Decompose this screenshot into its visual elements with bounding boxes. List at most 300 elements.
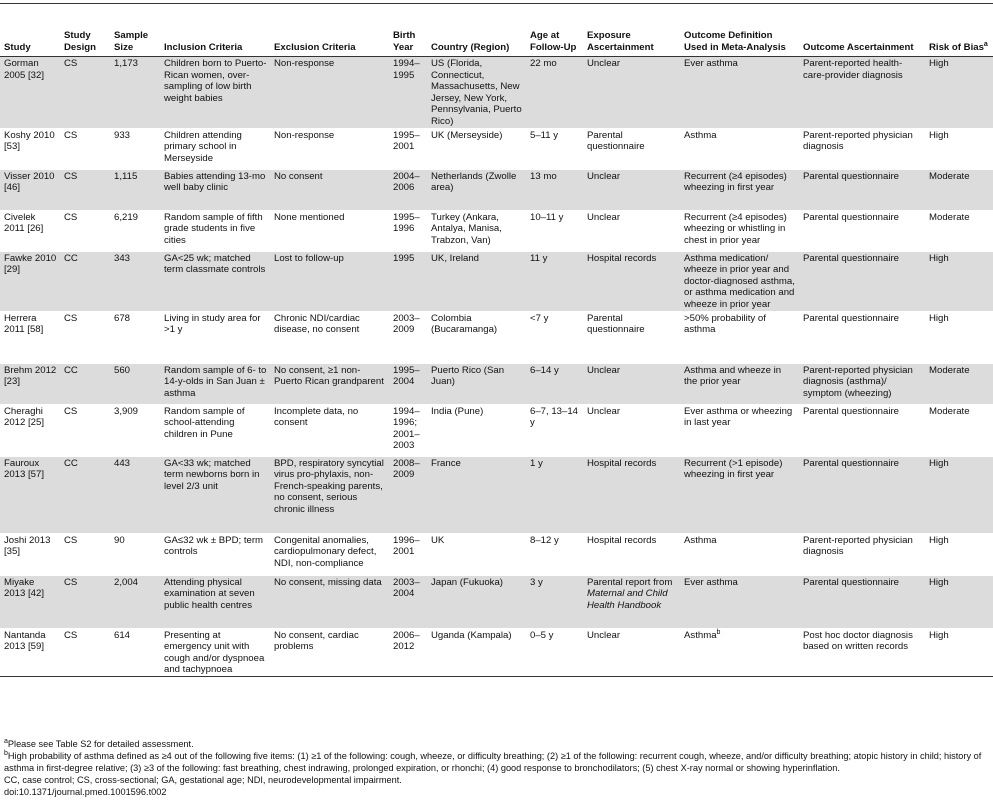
cell-text: 11 y xyxy=(530,252,548,264)
cell-text: Koshy 2010 [53] xyxy=(4,129,55,153)
cell-text: 2004–2006 xyxy=(393,170,420,194)
cell-country xyxy=(427,210,526,251)
cell-text: Parental questionnaire xyxy=(803,405,900,417)
table-row xyxy=(0,575,993,628)
table-body xyxy=(0,57,993,677)
cell-age xyxy=(526,456,583,533)
cell-text: Fawke 2010 [29] xyxy=(4,252,57,276)
cell-text: Recurrent (≥4 episodes) wheezing in first year xyxy=(684,170,787,194)
cell-text: Congenital anomalies, cardiopulmonary defect, NDI, non-compliance xyxy=(274,534,377,569)
cell-text: None mentioned xyxy=(274,211,345,223)
cell-outcome-def xyxy=(680,251,799,311)
table-row xyxy=(0,57,993,129)
cell-text-italic: Maternal and Child Health Handbook xyxy=(587,588,668,611)
col-inclusion: Inclusion Criteria xyxy=(164,41,243,53)
cell-risk xyxy=(925,251,993,311)
cell-inclusion xyxy=(160,575,270,628)
cell-country xyxy=(427,533,526,575)
cell-outcome-asc xyxy=(799,628,925,676)
cell-country xyxy=(427,169,526,210)
cell-text: High xyxy=(929,252,949,264)
cell-text: Netherlands (Zwolle area) xyxy=(431,170,517,194)
cell-study xyxy=(0,533,60,575)
cell-design xyxy=(60,456,110,533)
footnote-b-mark: b xyxy=(4,749,8,757)
cell-design xyxy=(60,575,110,628)
cell-study xyxy=(0,210,60,251)
col-study: Study xyxy=(4,41,31,53)
cell-sample xyxy=(110,169,160,210)
cell-outcome-asc xyxy=(799,210,925,251)
cell-text: Hospital records xyxy=(587,457,657,469)
col-sample: Sample Size xyxy=(114,30,149,53)
cell-outcome-def xyxy=(680,363,799,404)
cell-birth xyxy=(389,251,427,311)
cell-text: Colombia (Bucaramanga) xyxy=(431,312,498,336)
cell-inclusion xyxy=(160,251,270,311)
cell-country xyxy=(427,251,526,311)
cell-text: Ever asthma xyxy=(684,576,738,588)
cell-text: 5–11 y xyxy=(530,129,559,141)
cell-text: Parent-reported physician diagnosis (asthma)/ symptom (wheezing) xyxy=(803,364,913,399)
cell-outcome-asc xyxy=(799,456,925,533)
cell-text: CS xyxy=(64,211,78,223)
table-row xyxy=(0,169,993,210)
cell-text: Recurrent (>1 episode) wheezing in first year xyxy=(684,457,783,481)
col-design: Study Design xyxy=(64,30,96,53)
cell-study xyxy=(0,456,60,533)
cell-age xyxy=(526,533,583,575)
doi: doi:10.1371/journal.pmed.1001596.t002 xyxy=(4,787,167,797)
cell-exposure xyxy=(583,363,680,404)
cell-inclusion xyxy=(160,628,270,676)
cell-text: 6–7, 13–14 y xyxy=(530,405,579,429)
cell-text: Recurrent (≥4 episodes) wheezing or whistling in chest in prior year xyxy=(684,211,787,246)
cell-risk xyxy=(925,628,993,676)
cell-text: Civelek 2011 [26] xyxy=(4,211,44,235)
cell-text: 6,219 xyxy=(114,211,139,223)
cell-outcome-def xyxy=(680,404,799,456)
cell-text: India (Pune) xyxy=(431,405,484,417)
cell-text: Gorman 2005 [32] xyxy=(4,58,45,81)
cell-inclusion xyxy=(160,311,270,363)
cell-exposure xyxy=(583,251,680,311)
cell-outcome-def xyxy=(680,456,799,533)
cell-exposure xyxy=(583,628,680,676)
cell-sample xyxy=(110,456,160,533)
cell-exclusion xyxy=(270,311,389,363)
cell-age xyxy=(526,210,583,251)
cell-text: Random sample of school-attending children in Pune xyxy=(164,405,245,440)
cell-text: 1995 xyxy=(393,252,415,264)
cell-text: <7 y xyxy=(530,312,549,324)
cell-text: GA<25 wk; matched term classmate controls xyxy=(164,252,266,276)
cell-risk xyxy=(925,311,993,363)
cell-outcome-def xyxy=(680,169,799,210)
cell-study xyxy=(0,128,60,169)
cell-outcome-def xyxy=(680,311,799,363)
cell-text: High xyxy=(929,58,949,69)
cell-outcome-def xyxy=(680,57,799,129)
cell-text: 8–12 y xyxy=(530,534,559,546)
cell-text: Parent-reported physician diagnosis xyxy=(803,534,913,558)
cell-exclusion xyxy=(270,456,389,533)
cell-text: Visser 2010 [46] xyxy=(4,170,55,194)
col-birth: Birth Year xyxy=(393,30,416,53)
cell-design xyxy=(60,251,110,311)
cell-design xyxy=(60,57,110,129)
cell-design xyxy=(60,628,110,676)
table-row xyxy=(0,628,993,676)
cell-text: Moderate xyxy=(929,211,970,223)
cell-text: Unclear xyxy=(587,629,621,641)
table-row xyxy=(0,210,993,251)
cell-exclusion xyxy=(270,169,389,210)
cell-exclusion xyxy=(270,533,389,575)
col-outcome-def: Outcome Definition Used in Meta-Analysis xyxy=(684,30,786,53)
cell-text: BPD, respiratory syncytial virus pro-phylaxis, non-French-speaking parents, no consent, serious chronic illness xyxy=(274,457,384,515)
cell-country xyxy=(427,628,526,676)
cell-text: Nantanda 2013 [59] xyxy=(4,629,46,653)
cell-inclusion xyxy=(160,57,270,129)
cell-outcome-asc xyxy=(799,57,925,129)
cell-text: Asthma medication/ wheeze in prior year and doctor-diagnosed asthma, or asthma medication and wheeze in prior year xyxy=(684,252,795,310)
cell-age xyxy=(526,363,583,404)
cell-outcome-asc xyxy=(799,533,925,575)
cell-country xyxy=(427,311,526,363)
cell-text: Ever asthma or wheezing in last year xyxy=(684,405,793,429)
cell-inclusion xyxy=(160,456,270,533)
cell-text: UK xyxy=(431,534,445,546)
cell-text: Uganda (Kampala) xyxy=(431,629,512,641)
cell-age xyxy=(526,404,583,456)
cell-exclusion xyxy=(270,575,389,628)
cell-age xyxy=(526,169,583,210)
risk-header-sup: a xyxy=(983,40,988,48)
cell-text: High xyxy=(929,312,949,324)
cell-text: CS xyxy=(64,170,78,182)
cell-sample xyxy=(110,533,160,575)
cell-study xyxy=(0,363,60,404)
cell-text: 22 mo xyxy=(530,58,557,69)
cell-text: 1995–1996 xyxy=(393,211,420,235)
footnote-a-mark: a xyxy=(4,737,8,745)
col-exposure: Exposure Ascertainment xyxy=(587,30,654,53)
cell-text: Post hoc doctor diagnosis based on written records xyxy=(803,629,913,653)
cell-text: Parental questionnaire xyxy=(803,170,900,182)
cell-design xyxy=(60,169,110,210)
cell-text: No consent xyxy=(274,170,323,182)
cell-text: No consent, cardiac problems xyxy=(274,629,359,653)
cell-text: CS xyxy=(64,405,78,417)
footnote-b xyxy=(4,750,992,774)
cell-text: High xyxy=(929,629,949,641)
cell-text: CS xyxy=(64,129,78,141)
cell-study xyxy=(0,628,60,676)
cell-country xyxy=(427,57,526,129)
cell-risk xyxy=(925,575,993,628)
cell-outcome-asc xyxy=(799,251,925,311)
cell-text: Asthma and wheeze in the prior year xyxy=(684,364,782,388)
cell-text: High xyxy=(929,576,949,588)
cell-text: Parental questionnaire xyxy=(803,211,900,223)
footnote-a xyxy=(4,738,992,750)
cell-text: UK (Merseyside) xyxy=(431,129,503,141)
cell-outcome-def xyxy=(680,533,799,575)
cell-text: High xyxy=(929,129,949,141)
cell-birth xyxy=(389,575,427,628)
cell-text: GA<33 wk; matched term newborns born in level 2/3 unit xyxy=(164,457,260,492)
cell-country xyxy=(427,575,526,628)
cell-study xyxy=(0,404,60,456)
cell-outcome-asc xyxy=(799,363,925,404)
cell-text: Joshi 2013 [35] xyxy=(4,534,51,558)
cell-birth xyxy=(389,533,427,575)
cell-study xyxy=(0,57,60,129)
cell-outcome-asc xyxy=(799,404,925,456)
cell-birth xyxy=(389,57,427,129)
cell-inclusion xyxy=(160,128,270,169)
cell-text: UK, Ireland xyxy=(431,252,479,264)
cell-text: 2003–2004 xyxy=(393,576,420,600)
cell-text: Parental questionnaire xyxy=(803,252,900,264)
cell-text: High xyxy=(929,457,949,469)
cell-text: CS xyxy=(64,58,78,69)
cell-risk xyxy=(925,533,993,575)
cell-text: Children attending primary school in Merseyside xyxy=(164,129,242,164)
cell-inclusion xyxy=(160,404,270,456)
cell-text: Parental questionnaire xyxy=(803,312,900,324)
cell-text: Parental questionnaire xyxy=(587,312,645,336)
cell-sample xyxy=(110,628,160,676)
cell-risk xyxy=(925,363,993,404)
cell-text: France xyxy=(431,457,461,469)
cell-text: 933 xyxy=(114,129,131,141)
cell-risk xyxy=(925,210,993,251)
cell-text: Lost to follow-up xyxy=(274,252,344,264)
cell-text: Herrera 2011 [58] xyxy=(4,312,44,336)
cell-text: Non-response xyxy=(274,129,335,141)
cell-age xyxy=(526,311,583,363)
cell-text: 1 y xyxy=(530,457,543,469)
cell-birth xyxy=(389,363,427,404)
cell-country xyxy=(427,363,526,404)
cell-text: CS xyxy=(64,576,78,588)
cell-text: 678 xyxy=(114,312,131,324)
cell-text: 614 xyxy=(114,629,131,641)
cell-text: 90 xyxy=(114,534,125,546)
cell-text: 10–11 y xyxy=(530,211,564,223)
cell-exclusion xyxy=(270,128,389,169)
cell-outcome-asc xyxy=(799,575,925,628)
cell-age xyxy=(526,628,583,676)
cell-text: CC xyxy=(64,457,78,469)
cell-exposure xyxy=(583,575,680,628)
cell-text: High xyxy=(929,534,949,546)
cell-design xyxy=(60,210,110,251)
cell-exposure xyxy=(583,210,680,251)
table-row xyxy=(0,533,993,575)
cell-birth xyxy=(389,311,427,363)
cell-text: CS xyxy=(64,534,78,546)
cell-text: CC xyxy=(64,252,78,264)
cell-text: 2003–2009 xyxy=(393,312,420,336)
top-rule xyxy=(0,3,993,4)
cell-study xyxy=(0,575,60,628)
cell-text: Parent-reported physician diagnosis xyxy=(803,129,913,153)
cell-text: 1994–1996; 2001–2003 xyxy=(393,405,420,452)
cell-text: >50% probability of asthma xyxy=(684,312,766,336)
cell-exclusion xyxy=(270,404,389,456)
cell-text: Asthma xyxy=(684,534,717,546)
cell-text: 1,173 xyxy=(114,58,139,69)
cell-text: 1996–2001 xyxy=(393,534,420,558)
cell-text: Unclear xyxy=(587,405,621,417)
cell-text: Parental questionnaire xyxy=(803,576,900,588)
cell-text: Random sample of fifth grade students in five cities xyxy=(164,211,263,246)
cell-sample xyxy=(110,363,160,404)
cell-text: 343 xyxy=(114,252,131,264)
cell-text: Cheraghi 2012 [25] xyxy=(4,405,45,429)
cell-text: GA≤32 wk ± BPD; term controls xyxy=(164,534,264,558)
cell-text: Attending physical examination at seven public health centres xyxy=(164,576,255,611)
header-row xyxy=(0,18,993,57)
cell-birth xyxy=(389,169,427,210)
cell-country xyxy=(427,128,526,169)
cell-exposure xyxy=(583,404,680,456)
cell-text: Parent-reported health-care-provider diagnosis xyxy=(803,58,903,81)
cell-text: CS xyxy=(64,312,78,324)
cell-text: Asthma xyxy=(684,629,717,641)
cell-sample xyxy=(110,311,160,363)
cell-text: Non-response xyxy=(274,58,335,69)
cell-exclusion xyxy=(270,628,389,676)
cell-sup: b xyxy=(716,628,721,636)
cell-text: CS xyxy=(64,629,78,641)
cell-text: Unclear xyxy=(587,58,621,69)
cell-risk xyxy=(925,456,993,533)
cell-exposure xyxy=(583,533,680,575)
col-exclusion: Exclusion Criteria xyxy=(274,41,356,53)
cell-design xyxy=(60,533,110,575)
cell-birth xyxy=(389,456,427,533)
cell-text: 1994–1995 xyxy=(393,58,420,81)
cell-text: 0–5 y xyxy=(530,629,554,641)
cell-text: Ever asthma xyxy=(684,58,738,69)
cell-inclusion xyxy=(160,210,270,251)
cell-study xyxy=(0,311,60,363)
cell-birth xyxy=(389,628,427,676)
footnote-a-text: Please see Table S2 for detailed assessment. xyxy=(7,739,194,749)
cell-design xyxy=(60,404,110,456)
cell-text: Hospital records xyxy=(587,252,657,264)
cell-text: Incomplete data, no consent xyxy=(274,405,359,429)
cell-text: Living in study area for >1 y xyxy=(164,312,261,336)
cell-text: 560 xyxy=(114,364,131,376)
cell-sample xyxy=(110,404,160,456)
cell-text: Japan (Fukuoka) xyxy=(431,576,503,588)
table-row xyxy=(0,363,993,404)
table-row xyxy=(0,404,993,456)
cell-text: Children born to Puerto-Rican women, over-sampling of low birth weight babies xyxy=(164,58,267,104)
cell-sample xyxy=(110,128,160,169)
cell-country xyxy=(427,456,526,533)
col-risk xyxy=(925,18,993,57)
cell-text: 2006–2012 xyxy=(393,629,420,653)
cell-text: Moderate xyxy=(929,364,970,376)
table-row xyxy=(0,251,993,311)
cell-text: 13 mo xyxy=(530,170,557,182)
cell-exposure xyxy=(583,311,680,363)
cell-age xyxy=(526,575,583,628)
cell-birth xyxy=(389,404,427,456)
cell-text: Moderate xyxy=(929,405,970,417)
cell-outcome-asc xyxy=(799,311,925,363)
studies-table xyxy=(0,18,993,677)
cell-text: 1995–2001 xyxy=(393,129,420,153)
cell-text: 1995–2004 xyxy=(393,364,420,388)
cell-text: No consent, ≥1 non-Puerto Rican grandparent xyxy=(274,364,384,388)
cell-text: 3,909 xyxy=(114,405,139,417)
cell-exposure xyxy=(583,128,680,169)
cell-text: 2,004 xyxy=(114,576,139,588)
cell-risk xyxy=(925,128,993,169)
cell-birth xyxy=(389,128,427,169)
cell-outcome-def xyxy=(680,210,799,251)
table-row xyxy=(0,456,993,533)
cell-risk xyxy=(925,404,993,456)
cell-design xyxy=(60,128,110,169)
cell-text: Fauroux 2013 [57] xyxy=(4,457,45,481)
cell-text: Parental questionnaire xyxy=(587,129,645,153)
cell-outcome-def xyxy=(680,575,799,628)
cell-text: Miyake 2013 [42] xyxy=(4,576,45,600)
cell-exposure xyxy=(583,169,680,210)
cell-text: Hospital records xyxy=(587,534,657,546)
cell-outcome-def xyxy=(680,128,799,169)
cell-text: 3 y xyxy=(530,576,543,588)
cell-inclusion xyxy=(160,533,270,575)
cell-outcome-asc xyxy=(799,169,925,210)
cell-birth xyxy=(389,210,427,251)
cell-text: No consent, missing data xyxy=(274,576,382,588)
cell-sample xyxy=(110,251,160,311)
cell-country xyxy=(427,404,526,456)
cell-inclusion xyxy=(160,363,270,404)
cell-text: Turkey (Ankara, Antalya, Manisa, Trabzon, Van) xyxy=(431,211,502,246)
risk-header-text: Risk of Bias xyxy=(929,41,984,53)
cell-text: Babies attending 13-mo well baby clinic xyxy=(164,170,266,194)
footnote-b-text: High probability of asthma defined as ≥4 out of the following five items: (1) ≥1 of the following: cough, wheeze, or difficulty breathing; (2) ≥1 of the following: recurrent cough, wheeze, and/or difficulty breathing; atopic history in child; history of asthma in first-degree relative; (3) ≥3 of the following: fast breathing, chest indrawing, prolonged expiration, or rhonchi; (4) good response to bronchodilators; (5) chest X-ray normal or showing hyperinflation. xyxy=(4,751,982,773)
cell-age xyxy=(526,128,583,169)
cell-exposure xyxy=(583,456,680,533)
cell-exclusion xyxy=(270,251,389,311)
cell-text: Presenting at emergency unit with cough and/or dyspnoea and tachypnoea xyxy=(164,629,265,676)
cell-study xyxy=(0,169,60,210)
abbreviations: CC, case control; CS, cross-sectional; GA, gestational age; NDI, neurodevelopmental impairment. xyxy=(4,775,402,785)
cell-text: 2008–2009 xyxy=(393,457,420,481)
cell-exclusion xyxy=(270,210,389,251)
cell-text: Parental report from xyxy=(587,576,673,588)
col-outcome-asc: Outcome Ascertainment xyxy=(803,41,914,53)
cell-age xyxy=(526,251,583,311)
table-row xyxy=(0,311,993,363)
cell-text: 443 xyxy=(114,457,131,469)
cell-text: Random sample of 6- to 14-y-olds in San Juan ± asthma xyxy=(164,364,267,399)
table-footnotes xyxy=(4,738,992,798)
cell-outcome-def xyxy=(680,628,799,676)
cell-text: Moderate xyxy=(929,170,970,182)
